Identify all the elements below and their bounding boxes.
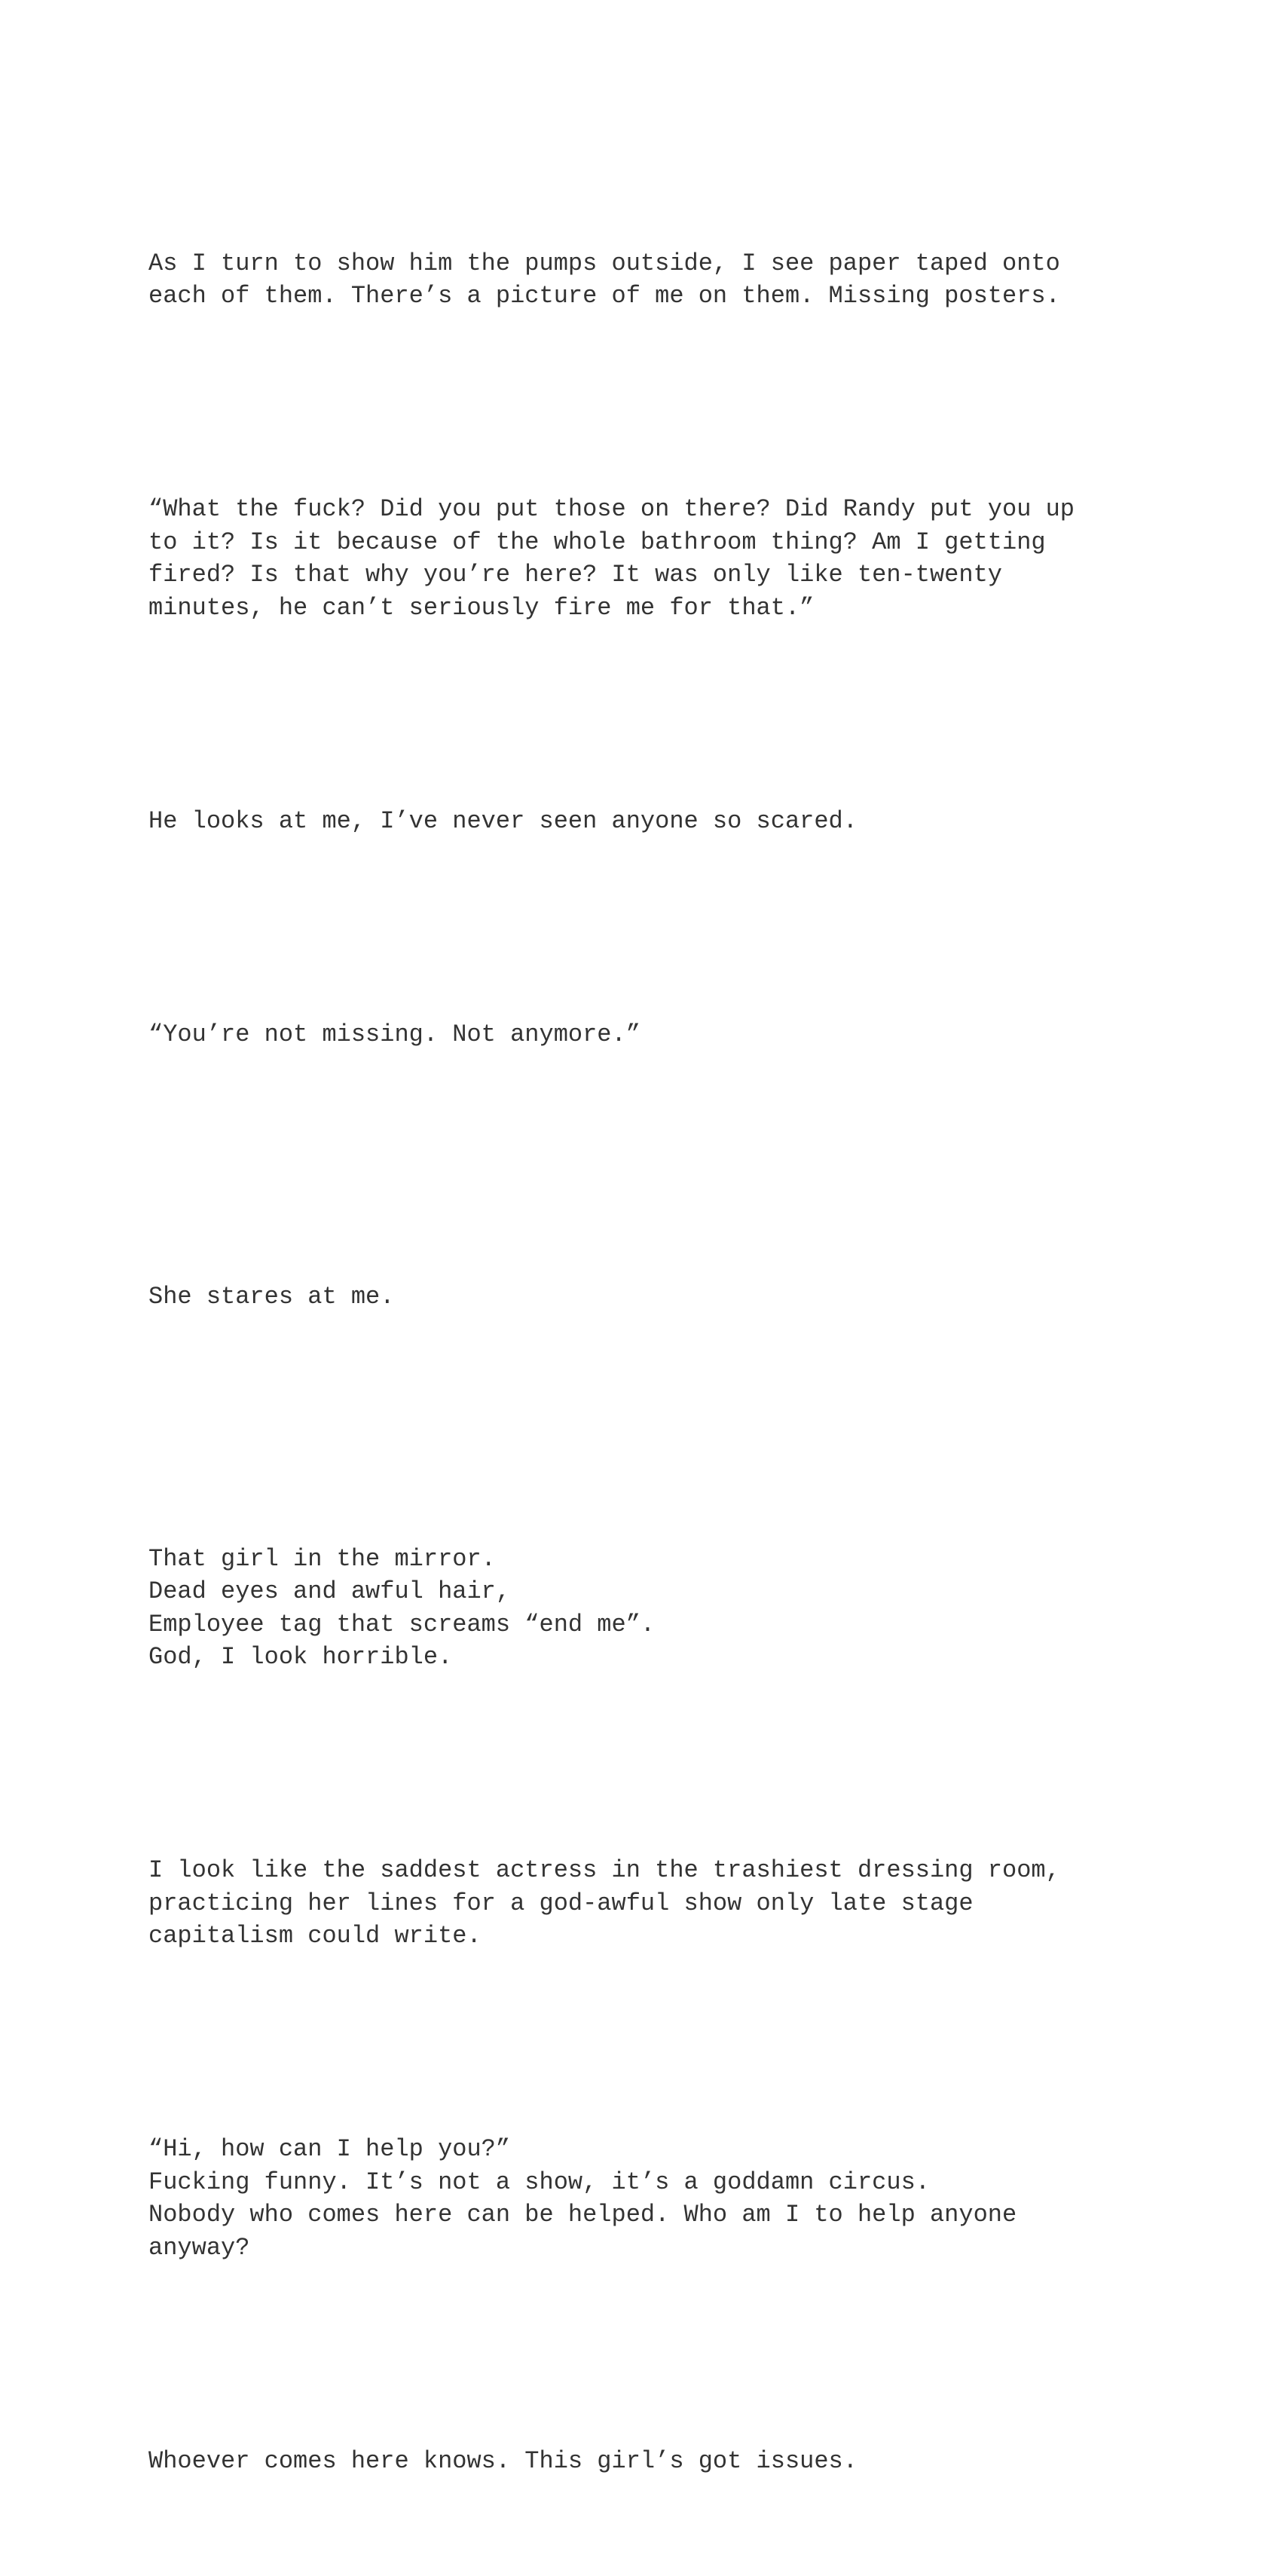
text-line: Whoever comes here knows. This girl’s got issues. bbox=[148, 2446, 858, 2475]
text-line: Nobody who comes here can be helped. Who am I to help anyone bbox=[148, 2201, 1017, 2229]
text-line: Fucking funny. It’s not a show, it’s a goddamn circus. bbox=[148, 2168, 930, 2196]
text-line: fired? Is that why you’re here? It was only like ten-twenty bbox=[148, 561, 1002, 589]
paragraph-pumps bbox=[148, 247, 1136, 313]
text-line: “You’re not missing. Not anymore.” bbox=[148, 1020, 640, 1048]
paragraph-not-missing bbox=[148, 1018, 1136, 1051]
paragraph-she-stares bbox=[148, 1280, 1136, 1314]
text-line: practicing her lines for a god-awful show only late stage bbox=[148, 1889, 974, 1917]
paragraph-scared bbox=[148, 805, 1136, 838]
text-line: each of them. There’s a picture of me on them. Missing posters. bbox=[148, 282, 1060, 310]
text-line: She stares at me. bbox=[148, 1282, 395, 1311]
text-line: anyway? bbox=[148, 2233, 250, 2262]
text-line: to it? Is it because of the whole bathroom thing? Am I getting bbox=[148, 528, 1046, 556]
paragraph-actress bbox=[148, 1854, 1136, 1953]
text-line: Dead eyes and awful hair, bbox=[148, 1577, 511, 1605]
text-line: As I turn to show him the pumps outside, I see paper taped onto bbox=[148, 249, 1060, 277]
paragraph-mirror-verse bbox=[148, 1543, 1136, 1674]
text-line: That girl in the mirror. bbox=[148, 1544, 496, 1573]
paragraph-help bbox=[148, 2133, 1136, 2264]
text-line: God, I look horrible. bbox=[148, 1643, 453, 1671]
document-body bbox=[148, 148, 1136, 2576]
text-line: minutes, he can’t seriously fire me for that.” bbox=[148, 593, 815, 622]
text-line: “Hi, how can I help you?” bbox=[148, 2135, 511, 2163]
text-line: I look like the saddest actress in the trashiest dressing room, bbox=[148, 1856, 1060, 1884]
text-line: He looks at me, I’ve never seen anyone so scared. bbox=[148, 806, 858, 835]
paragraph-issues bbox=[148, 2445, 1136, 2478]
text-line: “What the fuck? Did you put those on there? Did Randy put you up bbox=[148, 495, 1075, 523]
text-line: capitalism could write. bbox=[148, 1922, 482, 1950]
paragraph-dialogue-randy bbox=[148, 493, 1136, 624]
text-line: Employee tag that screams “end me”. bbox=[148, 1610, 656, 1638]
